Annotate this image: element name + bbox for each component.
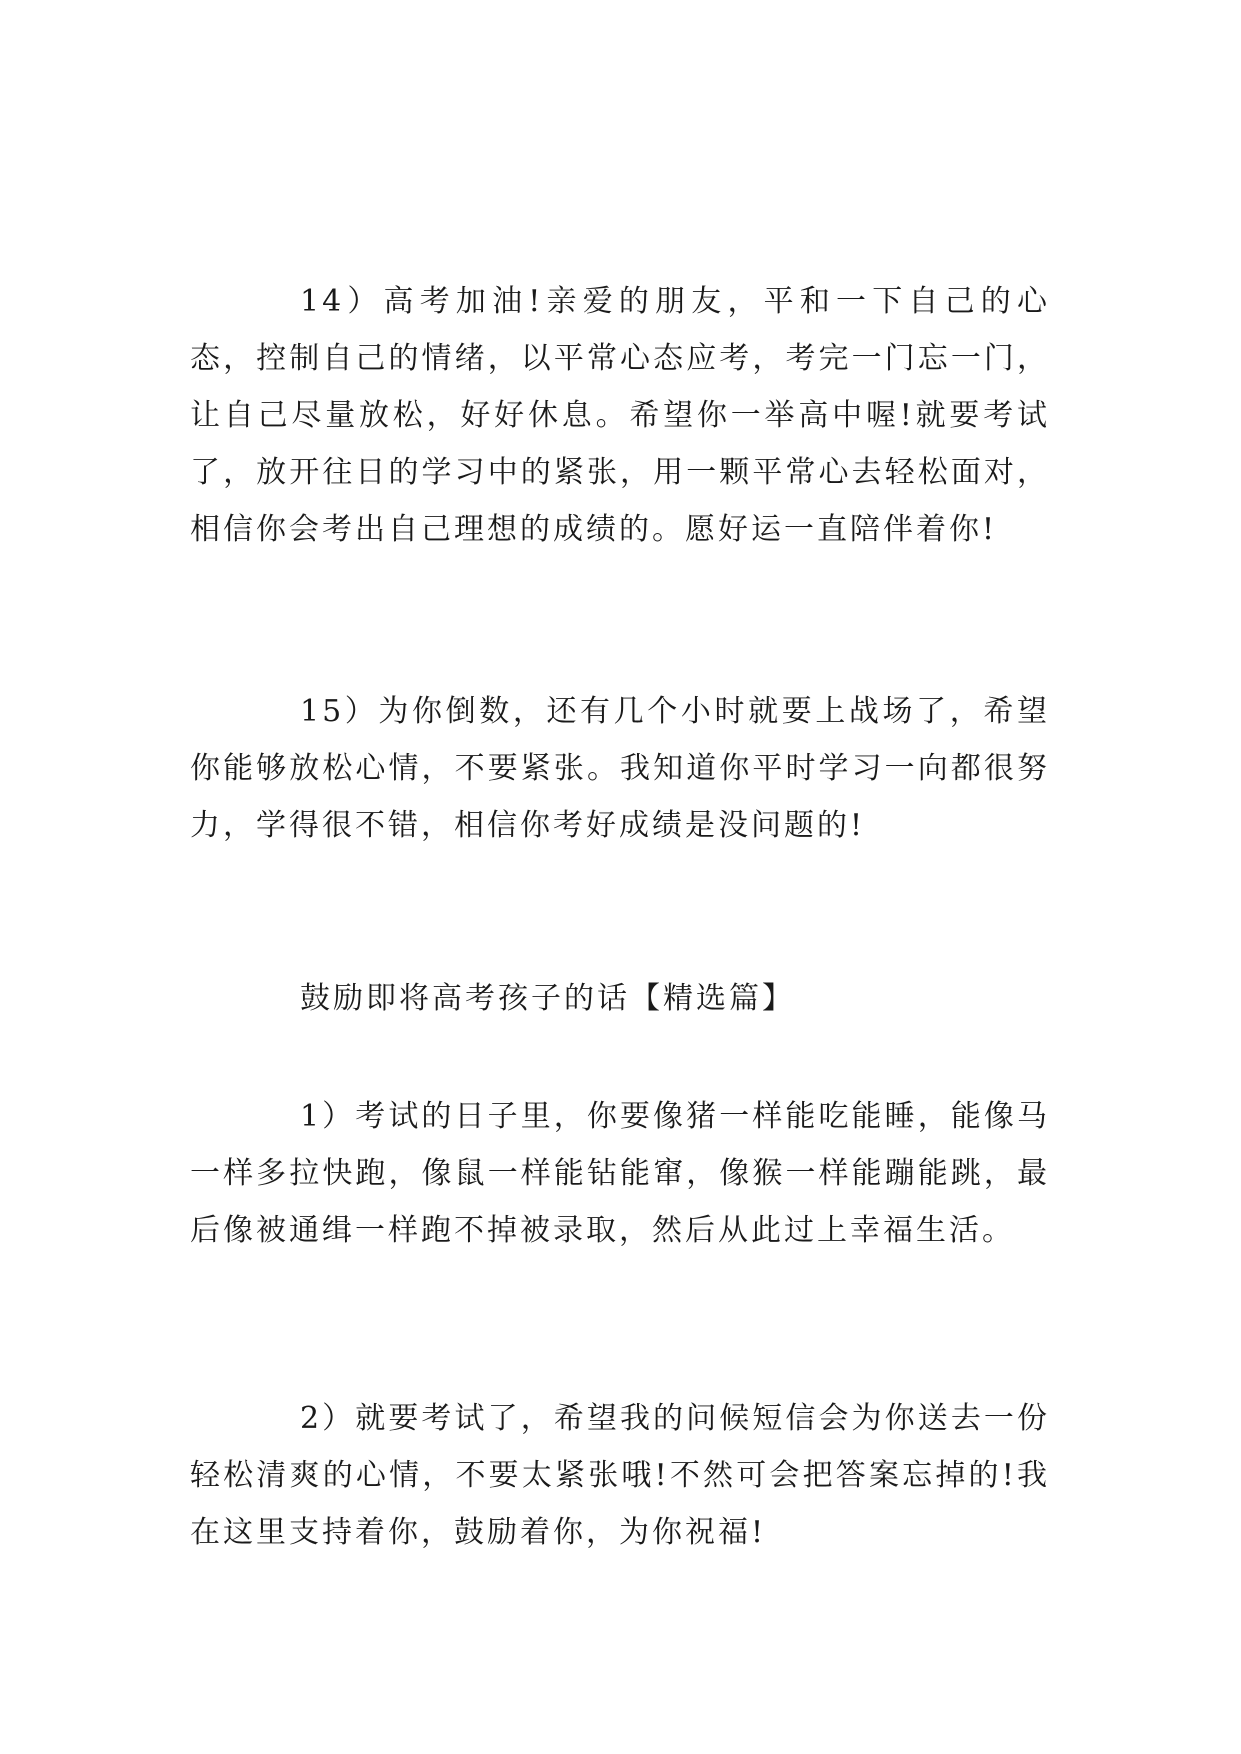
section-heading: 鼓励即将高考孩子的话【精选篇】: [300, 981, 795, 1016]
paragraph-15: 15）为你倒数，还有几个小时就要上战场了，希望你能够放松心情，不要紧张。我知道你平时学习一向都很努力，学得很不错，相信你考好成绩是没问题的!: [190, 694, 1050, 843]
paragraph-1: 1）考试的日子里，你要像猪一样能吃能睡，能像马一样多拉快跑，像鼠一样能钻能窜，像猴一样能蹦能跳，最后像被通缉一样跑不掉被录取，然后从此过上幸福生活。: [190, 1099, 1050, 1248]
paragraph-2: 2）就要考试了，希望我的问候短信会为你送去一份轻松清爽的心情，不要太紧张哦!不然可会把答案忘掉的!我在这里支持着你，鼓励着你，为你祝福!: [190, 1401, 1050, 1550]
paragraph-14: 14）高考加油!亲爱的朋友，平和一下自己的心态，控制自己的情绪，以平常心态应考，考完一门忘一门，让自己尽量放松，好好休息。希望你一举高中喔!就要考试了，放开往日的学习中的紧张，用一颗平常心去轻松面对，相信你会考出自己理想的成绩的。愿好运一直陪伴着你!: [190, 284, 1050, 547]
